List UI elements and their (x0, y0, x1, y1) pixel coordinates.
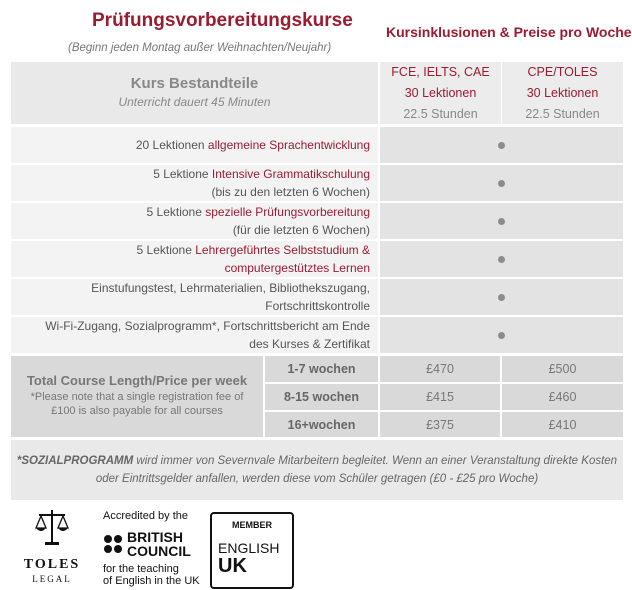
bc-tail-2: of English in the UK (103, 575, 200, 587)
english-uk-logo (210, 512, 294, 589)
pricing-label-cell (11, 356, 263, 437)
component-highlight-line2: computergestütztes Lernen (224, 261, 370, 275)
component-highlight: allgemeine Sprachentwicklung (207, 138, 370, 152)
included-dot-icon (498, 332, 505, 339)
bc-brand (103, 530, 191, 558)
component-highlight: spezielle Prüfungsvorbereitung (205, 205, 370, 219)
scales-icon (35, 508, 69, 548)
component-row (11, 165, 378, 201)
length-16-plus: 16+wochen (265, 412, 378, 437)
component-included-cell (380, 241, 623, 277)
pricing-note: *Please note that a single registration fee of £100 is also payable for all courses (30, 391, 244, 417)
bc-tail (103, 563, 200, 587)
price-fce-16-plus: £375 (380, 412, 500, 437)
price-cpe-16-plus: £410 (502, 412, 623, 437)
component-included-cell (380, 317, 623, 353)
component-text-line2: (für die letzten 6 Wochen) (232, 223, 370, 237)
column-lessons: 30 Lektionen (404, 85, 477, 100)
course-header-title: Kurs Bestandteile (130, 75, 259, 92)
page-subtitle: (Beginn jeden Montag außer Weihnachten/Neujahr) (68, 42, 332, 54)
column-name: CPE/TOLES (527, 64, 598, 79)
page-title: Prüfungsvorbereitungskurse (92, 10, 353, 31)
column-header-cpe (502, 62, 623, 124)
length-8-15: 8-15 wochen (265, 384, 378, 410)
pricing-label: Total Course Length/Price per week (26, 373, 248, 388)
british-council-dots-icon (103, 534, 123, 554)
included-dot-icon (498, 256, 505, 263)
price-fce-8-15: £415 (380, 384, 500, 410)
component-text-line2: des Kurses & Zertifikat (249, 337, 370, 351)
included-dot-icon (498, 294, 505, 301)
toles-logo (18, 508, 86, 588)
component-highlight: Lehrergeführtes Selbststudium & (195, 243, 370, 257)
bc-accredited: Accredited by the (103, 510, 188, 522)
column-lessons: 30 Lektionen (526, 85, 599, 100)
component-row (11, 279, 378, 315)
included-dot-icon (498, 218, 505, 225)
component-text: 5 Lektione (146, 205, 206, 219)
included-dot-icon (498, 180, 505, 187)
bc-brand-1: BRITISH (127, 529, 183, 545)
component-text: Wi-Fi-Zugang, Sozialprogramm*, Fortschrittsbericht am Ende (45, 319, 370, 333)
prices-heading: Kursinklusionen & Preise pro Woche (386, 24, 632, 40)
euk-member: MEMBER (232, 520, 272, 530)
bc-brand-2: COUNCIL (127, 543, 191, 559)
component-included-cell (380, 165, 623, 201)
social-program-note (11, 440, 623, 500)
component-row (11, 317, 378, 353)
column-header-fce (380, 62, 501, 124)
component-text: 5 Lektione (136, 243, 196, 257)
component-row (11, 127, 378, 163)
toles-sub: LEGAL (32, 574, 72, 584)
component-text-line2: Fortschrittskontrolle (265, 299, 370, 313)
column-hours: 22.5 Stunden (525, 106, 600, 121)
note-bold: *SOZIALPROGRAMM (16, 455, 134, 467)
component-text: 5 Lektione (153, 167, 212, 181)
column-name: FCE, IELTS, CAE (391, 64, 490, 79)
euk-line1: ENGLISH (218, 540, 280, 556)
toles-name: TOLES (23, 557, 81, 572)
component-text: 20 Lektionen (135, 138, 208, 152)
column-hours: 22.5 Stunden (403, 106, 478, 121)
component-included-cell (380, 127, 623, 163)
note-text: wird immer von Severnvale Mitarbeitern begleitet. Wenn an einer Veranstaltung direkte Kosten oder Eintrittsgelder anfallen, werden diese vom Schüler getragen (£0 - £25 pro Woche) (95, 455, 618, 485)
component-row (11, 241, 378, 277)
component-included-cell (380, 279, 623, 315)
component-text-line2: (bis zu den letzten 6 Wochen) (211, 185, 370, 199)
price-fce-1-7: £470 (380, 356, 500, 382)
euk-line2: UK (218, 555, 247, 577)
price-cpe-8-15: £460 (502, 384, 623, 410)
bc-tail-1: for the teaching (103, 563, 179, 575)
price-cpe-1-7: £500 (502, 356, 623, 382)
component-row (11, 203, 378, 239)
component-highlight: Intensive Grammatikschulung (211, 167, 370, 181)
course-header-note: Unterricht dauert 45 Minuten (118, 95, 271, 109)
course-header (11, 62, 378, 124)
length-1-7: 1-7 wochen (265, 356, 378, 382)
component-text: Einstufungstest, Lehrmaterialien, Bibliothekszugang, (91, 281, 370, 295)
component-included-cell (380, 203, 623, 239)
included-dot-icon (498, 142, 505, 149)
